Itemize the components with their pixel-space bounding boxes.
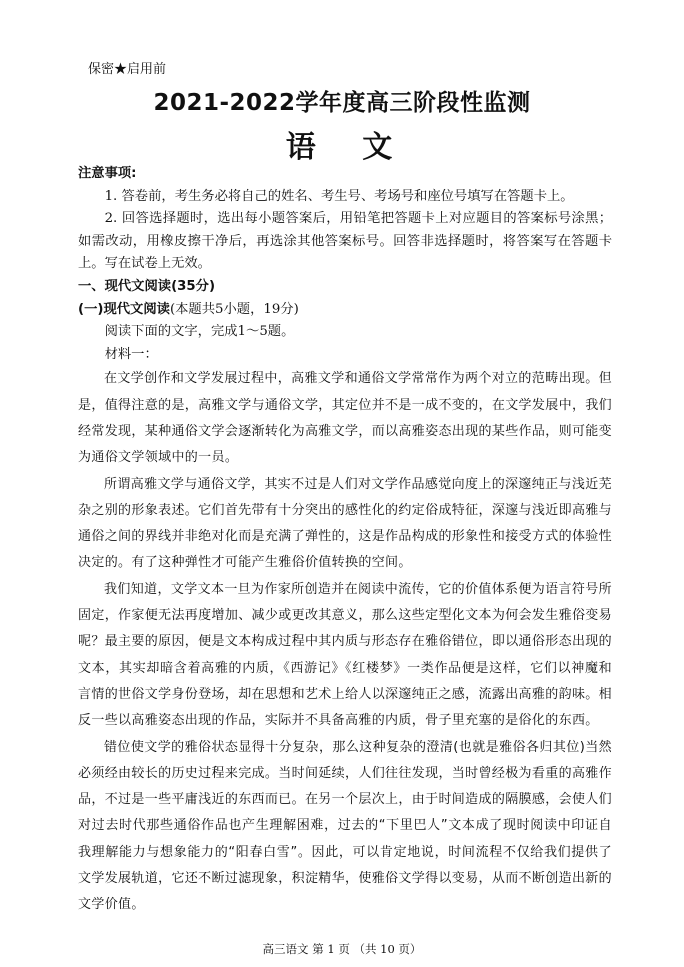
subheading-note: (本题共5小题，19分) xyxy=(169,301,299,317)
material-label: 材料一： xyxy=(104,346,158,362)
reading-instruction: 阅读下面的文字，完成1～5题。 xyxy=(104,324,295,340)
subheading-bold: (一)现代文阅读 xyxy=(78,301,170,317)
exam-title: 2021-2022学年度高三阶段性监测 xyxy=(153,90,531,116)
page-footer: 高三语文 第 1 页 （共 10 页） xyxy=(262,942,422,956)
material-1 xyxy=(78,366,612,918)
content xyxy=(78,163,612,919)
confidential-label: 保密★启用前 xyxy=(88,62,167,77)
notes-item-1: 1. 答卷前，考生务必将自己的姓名、考生号、考场号和座位号填写在答题卡上。 xyxy=(104,188,574,204)
section1-subheading xyxy=(78,299,612,322)
subject-title: 语 文 xyxy=(285,130,411,165)
notes-heading: 注意事项: xyxy=(78,166,137,181)
section1-heading: 一、现代文阅读(35分) xyxy=(78,278,216,294)
notes-item-2: 2. 回答选择题时，选出每小题答案后，用铅笔把答题卡上对应题目的答案标号涂黑；如需改动，用橡皮擦干净后，再选涂其他答案标号。回答非选择题时，将答案写在答题卡上。写在试卷上无效。 xyxy=(78,211,612,272)
material-paragraph-1: 在文学创作和文学发展过程中，高雅文学和通俗文学常常作为两个对立的范畴出现。但是，值得注意的是，高雅文学与通俗文学，其定位并不是一成不变的，在文学发展中，我们经常发现，某种通俗文学会逐渐转化为高雅文学，而以高雅姿态出现的某些作品，则可能变为通俗文学领域中的一员。 xyxy=(78,371,613,466)
material-paragraph-2: 所谓高雅文学与通俗文学，其实不过是人们对文学作品感觉向度上的深邃纯正与浅近芜杂之别的形象表述。它们首先带有十分突出的感性化的约定俗成特征，深邃与浅近即高雅与通俗之间的界线并非绝对化而是充满了弹性的，这是作品构成的形象性和接受方式的体验性决定的。有了这种弹性才可能产生雅俗价值转换的空间。 xyxy=(78,476,613,571)
material-paragraph-3: 我们知道，文学文本一旦为作家所创造并在阅读中流传，它的价值体系便为语言符号所固定，作家便无法再度增加、减少或更改其意义，那么这些定型化文本为何会发生雅俗变易呢？最主要的原因，便是文本构成过程中其内质与形态存在雅俗错位，即以通俗形态出现的文本，其实却暗含着高雅的内质，《西游记》《红楼梦》一类作品便是这样，它们以神魔和言情的世俗文学身份登场，却在思想和艺术上给人以深邃纯正之感，流露出高雅的韵味。相反一些以高雅姿态出现的作品，实际并不具备高雅的内质，骨子里充塞的是俗化的东西。 xyxy=(78,581,613,729)
material-paragraph-4: 错位使文学的雅俗状态显得十分复杂，那么这种复杂的澄清(也就是雅俗各归其位)当然必须经由较长的历史过程来完成。当时间延续，人们往往发现，当时曾经极为看重的高雅作品，不过是一些平庸浅近的东西而已。在另一个层次上，由于时间造成的隔膜感，会使人们对过去时代那些通俗作品也产生理解困难，过去的“下里巴人”文本成了现时阅读中印证自我理解能力与想象能力的“阳春白雪”。因此，可以肯定地说，时间流程不仅给我们提供了文学发展轨道，它还不断过滤现象，积淀精华，使雅俗文学得以变易，从而不断创造出新的文学价值。 xyxy=(78,739,613,913)
